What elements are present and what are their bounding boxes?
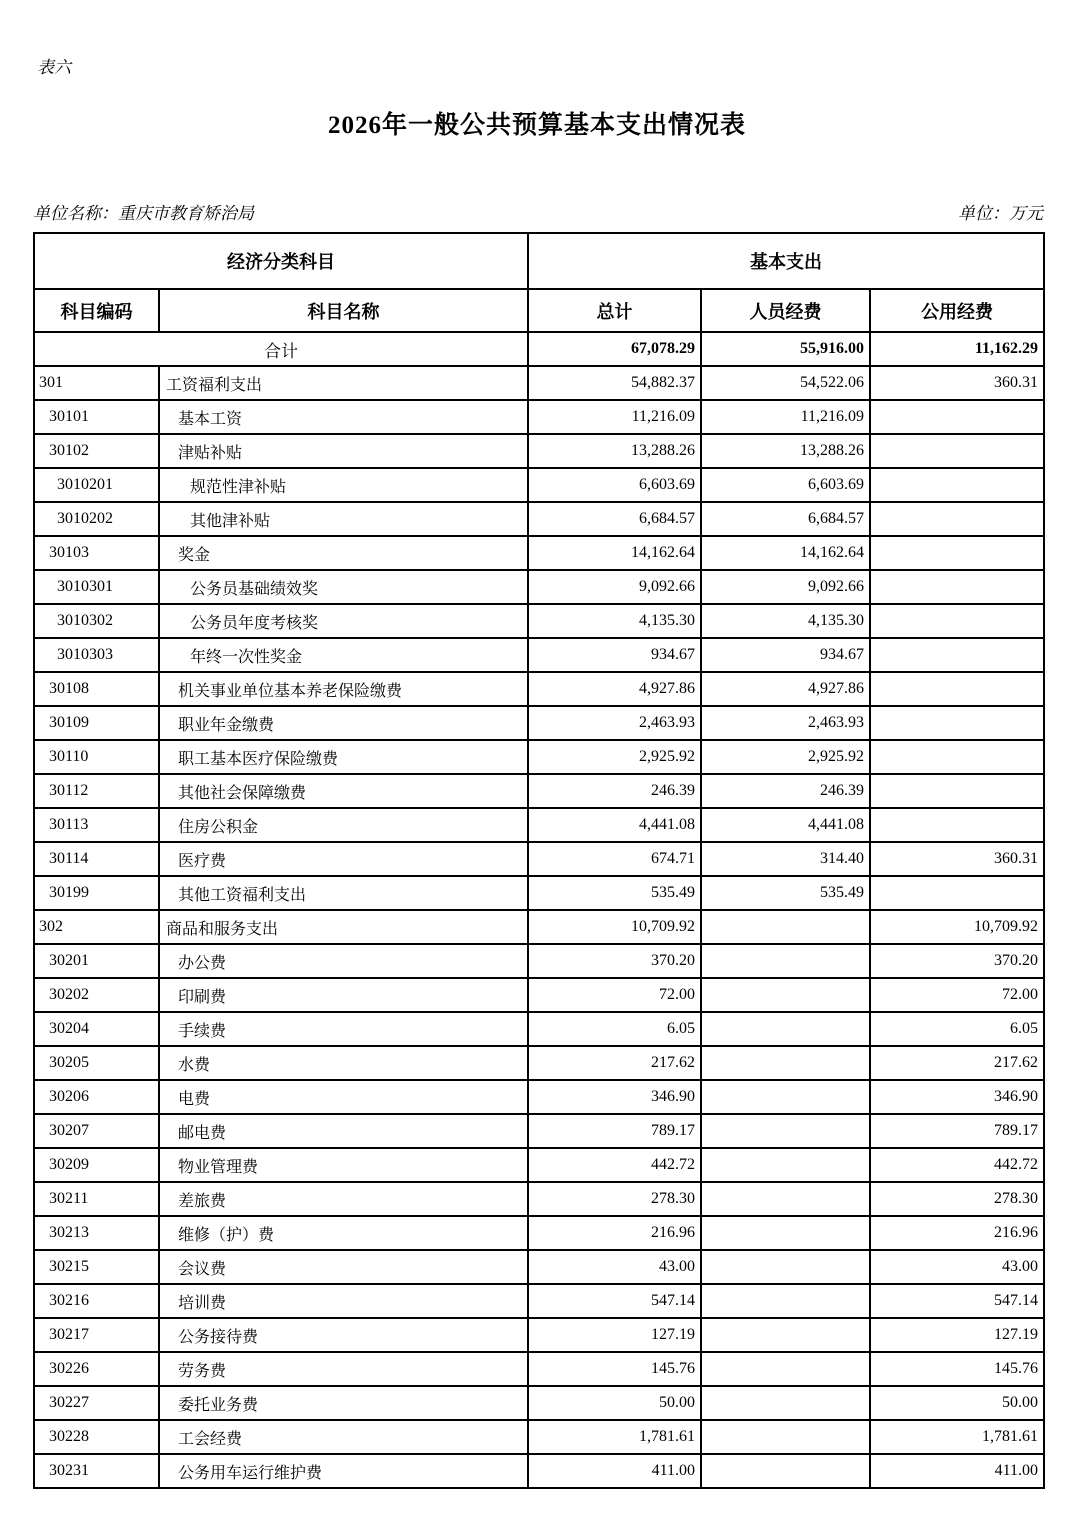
col-header-subject-code: 科目编码 bbox=[34, 289, 159, 332]
cell-subject-name: 委托业务费 bbox=[159, 1386, 528, 1420]
cell-public: 50.00 bbox=[870, 1386, 1044, 1420]
cell-total: 246.39 bbox=[528, 774, 701, 808]
table-row bbox=[34, 876, 1044, 910]
cell-public bbox=[870, 434, 1044, 468]
cell-public: 145.76 bbox=[870, 1352, 1044, 1386]
table-row bbox=[34, 536, 1044, 570]
table-row bbox=[34, 1114, 1044, 1148]
col-header-total: 总计 bbox=[528, 289, 701, 332]
cell-total: 370.20 bbox=[528, 944, 701, 978]
table-body bbox=[34, 332, 1044, 1488]
cell-subject-name: 会议费 bbox=[159, 1250, 528, 1284]
cell-subject-code: 30103 bbox=[34, 536, 159, 570]
table-row bbox=[34, 978, 1044, 1012]
cell-personnel: 6,603.69 bbox=[701, 468, 870, 502]
table-row bbox=[34, 808, 1044, 842]
table-row bbox=[34, 468, 1044, 502]
cell-total: 145.76 bbox=[528, 1352, 701, 1386]
cell-personnel: 4,135.30 bbox=[701, 604, 870, 638]
cell-subject-name: 邮电费 bbox=[159, 1114, 528, 1148]
cell-public: 411.00 bbox=[870, 1454, 1044, 1488]
cell-total: 127.19 bbox=[528, 1318, 701, 1352]
cell-subject-code: 30204 bbox=[34, 1012, 159, 1046]
col-header-public: 公用经费 bbox=[870, 289, 1044, 332]
table-row bbox=[34, 570, 1044, 604]
cell-public bbox=[870, 638, 1044, 672]
cell-personnel: 314.40 bbox=[701, 842, 870, 876]
cell-subject-name: 住房公积金 bbox=[159, 808, 528, 842]
cell-total: 535.49 bbox=[528, 876, 701, 910]
cell-subject-name: 年终一次性奖金 bbox=[159, 638, 528, 672]
cell-total: 9,092.66 bbox=[528, 570, 701, 604]
cell-total: 6,684.57 bbox=[528, 502, 701, 536]
cell-total: 14,162.64 bbox=[528, 536, 701, 570]
cell-public bbox=[870, 400, 1044, 434]
cell-subject-code: 30114 bbox=[34, 842, 159, 876]
total-row-public: 11,162.29 bbox=[870, 332, 1044, 366]
column-header-row bbox=[34, 289, 1044, 332]
cell-subject-code: 30228 bbox=[34, 1420, 159, 1454]
cell-public: 442.72 bbox=[870, 1148, 1044, 1182]
cell-subject-name: 电费 bbox=[159, 1080, 528, 1114]
cell-subject-code: 30227 bbox=[34, 1386, 159, 1420]
cell-total: 674.71 bbox=[528, 842, 701, 876]
cell-subject-code: 30217 bbox=[34, 1318, 159, 1352]
cell-subject-code: 30108 bbox=[34, 672, 159, 706]
cell-personnel bbox=[701, 1284, 870, 1318]
cell-subject-code: 30109 bbox=[34, 706, 159, 740]
header-economic-classification: 经济分类科目 bbox=[34, 233, 528, 289]
cell-personnel bbox=[701, 1114, 870, 1148]
cell-total: 1,781.61 bbox=[528, 1420, 701, 1454]
table-row bbox=[34, 1046, 1044, 1080]
cell-personnel bbox=[701, 1046, 870, 1080]
cell-public bbox=[870, 536, 1044, 570]
cell-public: 1,781.61 bbox=[870, 1420, 1044, 1454]
cell-subject-name: 其他津补贴 bbox=[159, 502, 528, 536]
cell-public: 360.31 bbox=[870, 842, 1044, 876]
cell-personnel: 2,463.93 bbox=[701, 706, 870, 740]
cell-public: 127.19 bbox=[870, 1318, 1044, 1352]
cell-subject-code: 30201 bbox=[34, 944, 159, 978]
cell-personnel bbox=[701, 1216, 870, 1250]
cell-subject-name: 职工基本医疗保险缴费 bbox=[159, 740, 528, 774]
cell-subject-code: 30216 bbox=[34, 1284, 159, 1318]
cell-public: 547.14 bbox=[870, 1284, 1044, 1318]
cell-subject-name: 公务用车运行维护费 bbox=[159, 1454, 528, 1488]
cell-public bbox=[870, 502, 1044, 536]
cell-public: 72.00 bbox=[870, 978, 1044, 1012]
cell-total: 789.17 bbox=[528, 1114, 701, 1148]
cell-subject-name: 培训费 bbox=[159, 1284, 528, 1318]
cell-total: 4,135.30 bbox=[528, 604, 701, 638]
cell-subject-name: 水费 bbox=[159, 1046, 528, 1080]
cell-personnel bbox=[701, 944, 870, 978]
cell-total: 217.62 bbox=[528, 1046, 701, 1080]
cell-subject-code: 301 bbox=[34, 366, 159, 400]
budget-table bbox=[33, 232, 1045, 1489]
total-row bbox=[34, 332, 1044, 366]
cell-total: 50.00 bbox=[528, 1386, 701, 1420]
cell-subject-code: 30206 bbox=[34, 1080, 159, 1114]
table-row bbox=[34, 1216, 1044, 1250]
cell-total: 411.00 bbox=[528, 1454, 701, 1488]
cell-public bbox=[870, 604, 1044, 638]
total-row-personnel: 55,916.00 bbox=[701, 332, 870, 366]
table-row bbox=[34, 1250, 1044, 1284]
cell-subject-name: 商品和服务支出 bbox=[159, 910, 528, 944]
cell-total: 6,603.69 bbox=[528, 468, 701, 502]
cell-subject-code: 3010201 bbox=[34, 468, 159, 502]
total-row-label: 合计 bbox=[34, 332, 528, 366]
cell-personnel bbox=[701, 1148, 870, 1182]
col-header-subject-name: 科目名称 bbox=[159, 289, 528, 332]
cell-subject-code: 30207 bbox=[34, 1114, 159, 1148]
cell-personnel: 14,162.64 bbox=[701, 536, 870, 570]
cell-personnel: 535.49 bbox=[701, 876, 870, 910]
cell-personnel bbox=[701, 1012, 870, 1046]
cell-total: 4,927.86 bbox=[528, 672, 701, 706]
cell-personnel bbox=[701, 1250, 870, 1284]
table-row bbox=[34, 366, 1044, 400]
cell-public bbox=[870, 468, 1044, 502]
cell-public bbox=[870, 808, 1044, 842]
cell-subject-name: 奖金 bbox=[159, 536, 528, 570]
cell-personnel: 4,441.08 bbox=[701, 808, 870, 842]
cell-subject-code: 30112 bbox=[34, 774, 159, 808]
cell-subject-code: 30213 bbox=[34, 1216, 159, 1250]
cell-total: 10,709.92 bbox=[528, 910, 701, 944]
cell-public bbox=[870, 706, 1044, 740]
table-row bbox=[34, 1182, 1044, 1216]
cell-public bbox=[870, 672, 1044, 706]
cell-personnel bbox=[701, 1352, 870, 1386]
page-title: 2026年一般公共预算基本支出情况表 bbox=[327, 112, 746, 139]
cell-total: 547.14 bbox=[528, 1284, 701, 1318]
table-row bbox=[34, 1352, 1044, 1386]
cell-personnel: 13,288.26 bbox=[701, 434, 870, 468]
cell-subject-code: 30101 bbox=[34, 400, 159, 434]
table-row bbox=[34, 1148, 1044, 1182]
cell-total: 2,463.93 bbox=[528, 706, 701, 740]
table-row bbox=[34, 774, 1044, 808]
cell-public: 278.30 bbox=[870, 1182, 1044, 1216]
table-row bbox=[34, 1420, 1044, 1454]
cell-subject-name: 维修（护）费 bbox=[159, 1216, 528, 1250]
cell-subject-name: 差旅费 bbox=[159, 1182, 528, 1216]
cell-subject-name: 其他工资福利支出 bbox=[159, 876, 528, 910]
table-row bbox=[34, 706, 1044, 740]
cell-personnel bbox=[701, 978, 870, 1012]
cell-subject-code: 3010303 bbox=[34, 638, 159, 672]
cell-subject-code: 30202 bbox=[34, 978, 159, 1012]
cell-subject-name: 工会经费 bbox=[159, 1420, 528, 1454]
cell-public bbox=[870, 876, 1044, 910]
cell-subject-name: 津贴补贴 bbox=[159, 434, 528, 468]
cell-total: 4,441.08 bbox=[528, 808, 701, 842]
cell-subject-name: 其他社会保障缴费 bbox=[159, 774, 528, 808]
cell-subject-code: 30113 bbox=[34, 808, 159, 842]
cell-total: 6.05 bbox=[528, 1012, 701, 1046]
cell-total: 43.00 bbox=[528, 1250, 701, 1284]
cell-subject-name: 办公费 bbox=[159, 944, 528, 978]
cell-total: 54,882.37 bbox=[528, 366, 701, 400]
table-row bbox=[34, 1454, 1044, 1488]
unit-of-measure-label: 单位：万元 bbox=[958, 204, 1043, 223]
header-basic-expenditure: 基本支出 bbox=[528, 233, 1044, 289]
cell-personnel bbox=[701, 1318, 870, 1352]
cell-personnel: 11,216.09 bbox=[701, 400, 870, 434]
cell-subject-code: 30226 bbox=[34, 1352, 159, 1386]
table-row bbox=[34, 434, 1044, 468]
cell-personnel bbox=[701, 1386, 870, 1420]
table-row bbox=[34, 604, 1044, 638]
cell-subject-name: 工资福利支出 bbox=[159, 366, 528, 400]
meta-row bbox=[33, 199, 1043, 224]
cell-total: 72.00 bbox=[528, 978, 701, 1012]
table-header bbox=[34, 233, 1044, 332]
cell-subject-code: 30215 bbox=[34, 1250, 159, 1284]
cell-public bbox=[870, 570, 1044, 604]
unit-name-label: 单位名称：重庆市教育矫治局 bbox=[33, 204, 254, 223]
cell-total: 278.30 bbox=[528, 1182, 701, 1216]
cell-public bbox=[870, 740, 1044, 774]
cell-public: 360.31 bbox=[870, 366, 1044, 400]
cell-public: 10,709.92 bbox=[870, 910, 1044, 944]
table-row bbox=[34, 1080, 1044, 1114]
cell-personnel: 6,684.57 bbox=[701, 502, 870, 536]
cell-personnel bbox=[701, 1420, 870, 1454]
table-row bbox=[34, 740, 1044, 774]
table-row bbox=[34, 944, 1044, 978]
cell-personnel bbox=[701, 1454, 870, 1488]
cell-subject-code: 30209 bbox=[34, 1148, 159, 1182]
table-row bbox=[34, 1284, 1044, 1318]
cell-total: 13,288.26 bbox=[528, 434, 701, 468]
cell-subject-code: 30102 bbox=[34, 434, 159, 468]
cell-personnel: 9,092.66 bbox=[701, 570, 870, 604]
cell-subject-name: 公务员年度考核奖 bbox=[159, 604, 528, 638]
cell-personnel: 54,522.06 bbox=[701, 366, 870, 400]
table-row bbox=[34, 1386, 1044, 1420]
table-row bbox=[34, 672, 1044, 706]
cell-subject-code: 30205 bbox=[34, 1046, 159, 1080]
cell-subject-code: 302 bbox=[34, 910, 159, 944]
cell-personnel: 4,927.86 bbox=[701, 672, 870, 706]
cell-public bbox=[870, 774, 1044, 808]
cell-public: 370.20 bbox=[870, 944, 1044, 978]
cell-subject-name: 劳务费 bbox=[159, 1352, 528, 1386]
cell-total: 934.67 bbox=[528, 638, 701, 672]
cell-subject-name: 物业管理费 bbox=[159, 1148, 528, 1182]
cell-public: 217.62 bbox=[870, 1046, 1044, 1080]
col-header-personnel: 人员经费 bbox=[701, 289, 870, 332]
cell-subject-name: 机关事业单位基本养老保险缴费 bbox=[159, 672, 528, 706]
cell-total: 442.72 bbox=[528, 1148, 701, 1182]
cell-subject-name: 手续费 bbox=[159, 1012, 528, 1046]
cell-subject-code: 30231 bbox=[34, 1454, 159, 1488]
table-row bbox=[34, 910, 1044, 944]
cell-public: 6.05 bbox=[870, 1012, 1044, 1046]
cell-personnel: 246.39 bbox=[701, 774, 870, 808]
cell-personnel bbox=[701, 1080, 870, 1114]
table-row bbox=[34, 842, 1044, 876]
cell-subject-name: 公务接待费 bbox=[159, 1318, 528, 1352]
table-row bbox=[34, 502, 1044, 536]
cell-total: 11,216.09 bbox=[528, 400, 701, 434]
cell-subject-name: 职业年金缴费 bbox=[159, 706, 528, 740]
cell-total: 216.96 bbox=[528, 1216, 701, 1250]
cell-subject-code: 3010302 bbox=[34, 604, 159, 638]
cell-subject-name: 基本工资 bbox=[159, 400, 528, 434]
cell-personnel: 934.67 bbox=[701, 638, 870, 672]
cell-subject-name: 印刷费 bbox=[159, 978, 528, 1012]
table-row bbox=[34, 400, 1044, 434]
cell-subject-name: 公务员基础绩效奖 bbox=[159, 570, 528, 604]
cell-subject-code: 3010301 bbox=[34, 570, 159, 604]
cell-personnel bbox=[701, 1182, 870, 1216]
cell-personnel: 2,925.92 bbox=[701, 740, 870, 774]
group-header-row bbox=[34, 233, 1044, 289]
table-row bbox=[34, 1012, 1044, 1046]
cell-public: 216.96 bbox=[870, 1216, 1044, 1250]
cell-public: 43.00 bbox=[870, 1250, 1044, 1284]
cell-subject-name: 规范性津补贴 bbox=[159, 468, 528, 502]
cell-subject-code: 30110 bbox=[34, 740, 159, 774]
cell-subject-name: 医疗费 bbox=[159, 842, 528, 876]
table-row bbox=[34, 638, 1044, 672]
cell-personnel bbox=[701, 910, 870, 944]
table-number-label: 表六 bbox=[37, 58, 71, 77]
cell-subject-code: 30199 bbox=[34, 876, 159, 910]
cell-subject-code: 30211 bbox=[34, 1182, 159, 1216]
cell-subject-code: 3010202 bbox=[34, 502, 159, 536]
cell-total: 2,925.92 bbox=[528, 740, 701, 774]
cell-total: 346.90 bbox=[528, 1080, 701, 1114]
cell-public: 789.17 bbox=[870, 1114, 1044, 1148]
total-row-total: 67,078.29 bbox=[528, 332, 701, 366]
table-row bbox=[34, 1318, 1044, 1352]
cell-public: 346.90 bbox=[870, 1080, 1044, 1114]
